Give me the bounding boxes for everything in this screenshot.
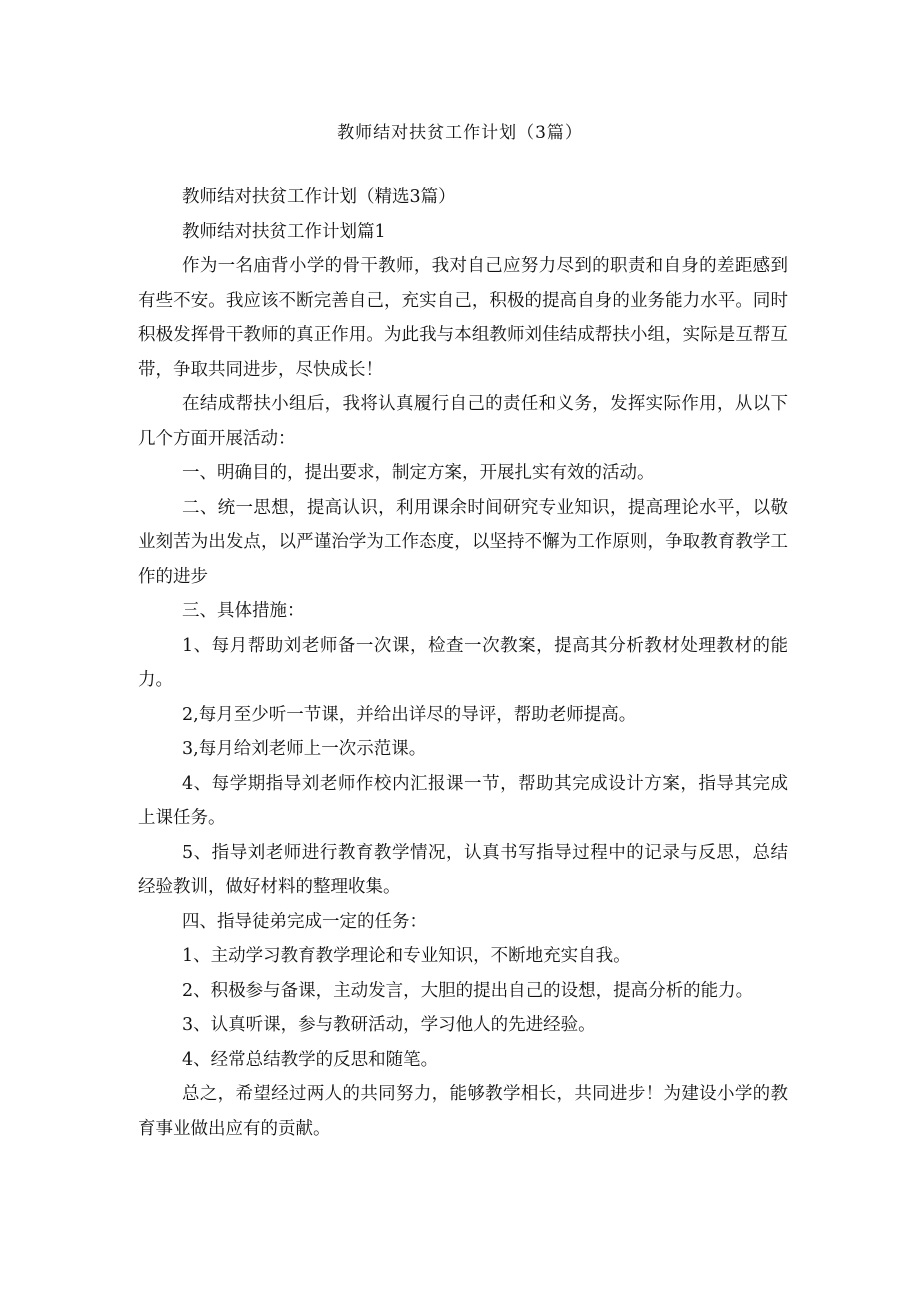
list-item: 5、指导刘老师进行教育教学情况，认真书写指导过程中的记录与反思，总结经验教训，做好材料的整理收集。: [138, 842, 788, 897]
section-heading: 教师结对扶贫工作计划篇1: [182, 221, 386, 242]
list-item: 2,每月至少听一节课，并给出详尽的导评，帮助老师提高。: [182, 704, 637, 725]
list-item: 4、每学期指导刘老师作校内汇报课一节，帮助其完成设计方案，指导其完成上课任务。: [138, 773, 788, 828]
list-item: 4、经常总结教学的反思和随笔。: [182, 1049, 439, 1070]
subtitle-paragraph: 教师结对扶贫工作计划（精选3篇）: [182, 187, 456, 207]
list-item: 二、统一思想，提高认识，利用课余时间研究专业知识，提高理论水平，以敬业刻苦为出发点，以严谨治学为工作态度，以坚持不懈为工作原则，争取教育教学工作的进步: [138, 497, 788, 587]
list-item: 1、主动学习教育教学理论和专业知识，不断地充实自我。: [182, 946, 631, 966]
list-heading: 三、具体措施：: [182, 601, 305, 621]
list-item: 1、每月帮助刘老师备一次课，检查一次教案，提高其分析教材处理教材的能力。: [138, 635, 788, 690]
list-item: 3、认真听课，参与教研活动，学习他人的先进经验。: [182, 1015, 596, 1035]
document-body: [138, 180, 788, 1146]
document-title: 教师结对扶贫工作计划（3篇）: [337, 123, 583, 143]
list-item: 2、积极参与备课，主动发言，大胆的提出自己的设想，提高分析的能力。: [182, 980, 754, 1001]
list-item: 3,每月给刘老师上一次示范课。: [182, 739, 427, 759]
list-heading: 四、指导徒弟完成一定的任务：: [182, 911, 427, 932]
body-paragraph: 在结成帮扶小组后，我将认真履行自己的责任和义务，发挥实际作用，从以下几个方面开展活动：: [138, 394, 788, 449]
closing-paragraph: 总之，希望经过两人的共同努力，能够教学相长，共同进步！为建设小学的教育事业做出应有的贡献。: [138, 1084, 788, 1139]
body-paragraph: 作为一名庙背小学的骨干教师，我对自己应努力尽到的职责和自身的差距感到有些不安。我应该不断完善自己，充实自己，积极的提高自身的业务能力水平。同时积极发挥骨干教师的真正作用。为此我与本组教师刘佳结成帮扶小组，实际是互帮互带，争取共同进步，尽快成长！: [138, 256, 788, 380]
list-item: 一、明确目的，提出要求，制定方案，开展扎实有效的活动。: [182, 463, 655, 483]
